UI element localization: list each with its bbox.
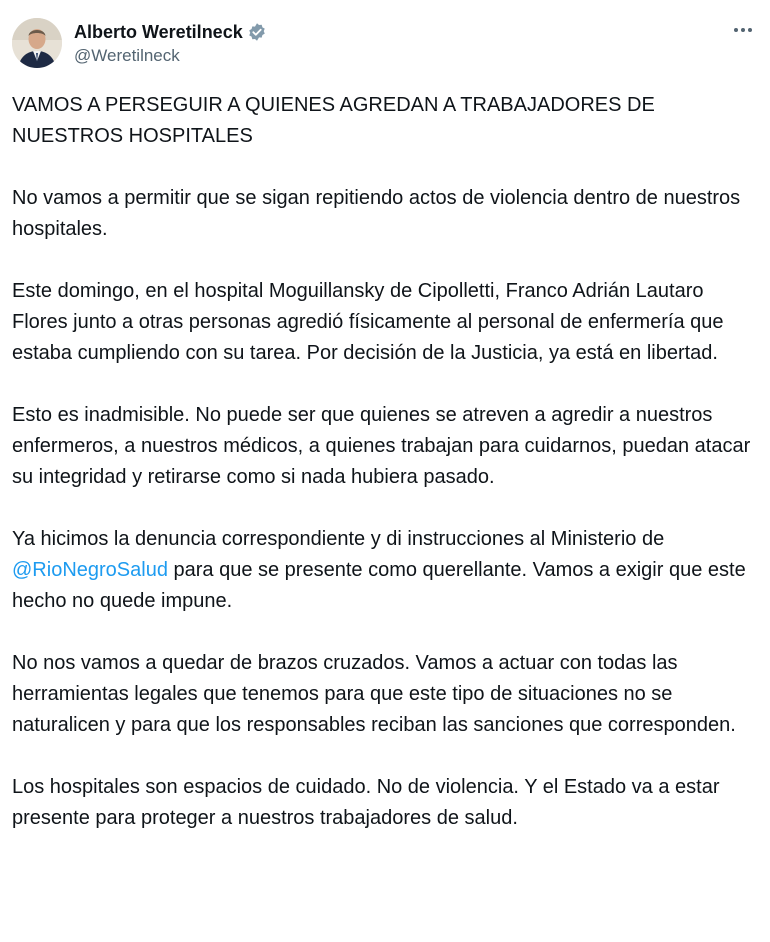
tweet-paragraph-5-end: para que se presente como querellante. Vamos a exigir que este hecho no quede impune.: [12, 559, 746, 612]
author-display-name[interactable]: Alberto Weretilneck: [74, 21, 243, 42]
avatar[interactable]: [12, 18, 62, 68]
tweet-paragraph-5-start: Ya hicimos la denuncia correspondiente y di instrucciones al Ministerio de: [12, 528, 665, 550]
tweet-paragraph-6: No nos vamos a quedar de brazos cruzados. Vamos a actuar con todas las herramientas legales que tenemos para que este tipo de situaciones no se naturalicen y para que los responsables reciban las sanciones que corresponden.: [12, 652, 736, 736]
tweet-paragraph-4: Esto es inadmisible. No puede ser que quienes se atreven a agredir a nuestros enfermeros, a nuestros médicos, a quienes trabajan para cuidarnos, puedan atacar su integridad y retirarse como si nada hubiera pasado.: [12, 404, 751, 488]
more-options-icon: [731, 18, 755, 42]
name-row: [74, 20, 267, 44]
tweet-headline: VAMOS A PERSEGUIR A QUIENES AGREDAN A TRABAJADORES DE NUESTROS HOSPITALES: [12, 94, 655, 147]
author-handle[interactable]: @Weretilneck: [74, 46, 180, 65]
tweet-text: [12, 90, 762, 834]
more-options-button[interactable]: [728, 18, 758, 42]
tweet-paragraph-5: [12, 524, 762, 617]
tweet-paragraph-7: Los hospitales son espacios de cuidado. No de violencia. Y el Estado va a estar presente para proteger a nuestros trabajadores de salud.: [12, 776, 720, 829]
mention-link[interactable]: @RioNegroSalud: [12, 559, 168, 581]
author-names: [74, 20, 267, 66]
avatar-photo-icon: [12, 18, 62, 68]
tweet-paragraph-2: No vamos a permitir que se sigan repitiendo actos de violencia dentro de nuestros hospitales.: [12, 187, 741, 240]
tweet-header: [12, 16, 758, 72]
tweet-paragraph-3: Este domingo, en el hospital Moguillansky de Cipolletti, Franco Adrián Lautaro Flores junto a otras personas agredió físicamente al personal de enfermería que estaba cumpliendo con su tarea. Por decisión de la Justicia, ya está en libertad.: [12, 280, 724, 364]
verified-badge-icon[interactable]: [247, 22, 267, 42]
